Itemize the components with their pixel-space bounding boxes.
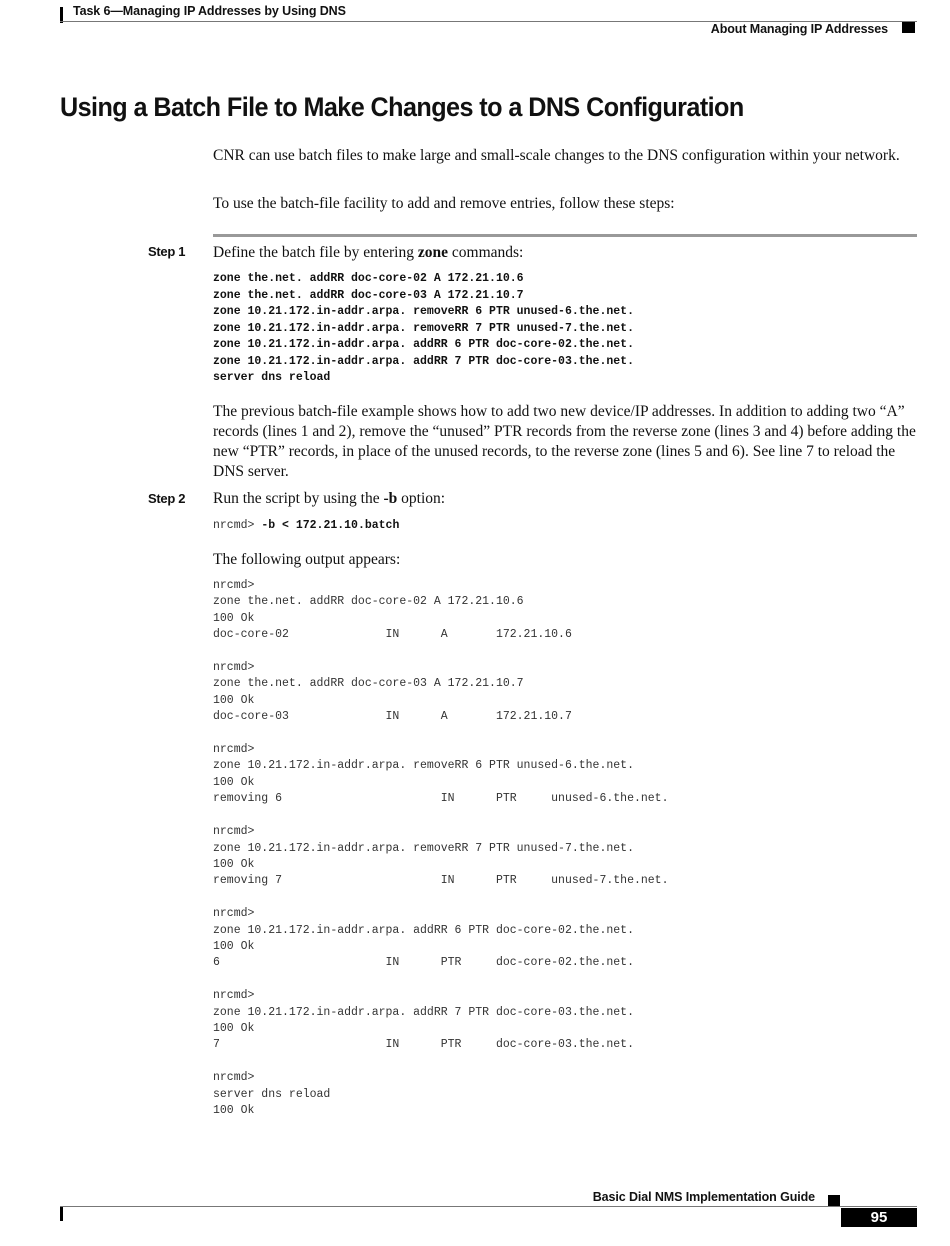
command-text: -b < 172.21.10.batch [261, 519, 400, 532]
intro-paragraph-2: To use the batch-file facility to add and remove entries, follow these steps: [213, 195, 675, 212]
step-2-text: Run the script by using the -b option: [213, 490, 446, 507]
step-1-text: Define the batch file by entering zone commands: [213, 244, 524, 261]
zone-keyword: zone [417, 244, 449, 261]
step-1-explanation: The previous batch-file example shows how to add two new device/IP addresses. In addition to adding two “A” records (lines 1 and 2), remove the “unused” PTR records from the reverse zone (lines 3 and 4) before adding the new “PTR” records, in place of the unused records, to the reverse zone (lines 5 and 6). See line 7 to reload the DNS server. [213, 403, 916, 480]
footer-square-marker [828, 1195, 840, 1206]
intro-paragraph-1: CNR can use batch files to make large and small-scale changes to the DNS configuration within your network. [213, 147, 900, 164]
footer-rule [60, 1206, 917, 1207]
step-2-label: Step 2 [148, 491, 186, 506]
page-number: 95 [841, 1208, 917, 1227]
code-line: zone 10.21.172.in-addr.arpa. addRR 6 PTR doc-core-02.the.net. [213, 338, 634, 351]
header-section: About Managing IP Addresses [710, 22, 888, 36]
header-chapter: Task 6—Managing IP Addresses by Using DNS [73, 4, 346, 18]
code-line: server dns reload [213, 371, 331, 384]
code-line: zone 10.21.172.in-addr.arpa. addRR 7 PTR doc-core-03.the.net. [213, 354, 634, 368]
step-1-label: Step 1 [148, 244, 186, 259]
page-title: Using a Batch File to Make Changes to a DNS Configuration [60, 92, 744, 122]
steps-divider [213, 234, 917, 237]
run-command [213, 518, 399, 535]
code-line: zone the.net. addRR doc-core-03 A 172.21.10.7 [213, 288, 524, 302]
command-prompt: nrcmd> [213, 519, 255, 532]
code-line: zone 10.21.172.in-addr.arpa. removeRR 6 PTR unused-6.the.net. [213, 305, 634, 318]
header-square-marker [902, 22, 915, 33]
code-line: zone the.net. addRR doc-core-02 A 172.21.10.6 [213, 272, 524, 285]
footer-left-bar [60, 1207, 63, 1221]
command-output: nrcmd> zone the.net. addRR doc-core-02 A 172.21.10.6 100 Ok doc-core-02 IN A 172.21.10.6 nrcmd> zone the.net. addRR doc-core-03 A 172.21.10.7 100 Ok doc-core-03 IN A 172.21.10.7 nrcmd> zone 10.21.172.in-addr.arpa. removeRR 6 PTR unused-6.the.net. 100 Ok removing 6 IN PTR unused-6.the.net. nrcmd> zone 10.21.172.in-addr.arpa. removeRR 7 PTR unused-7.the.net. 100 Ok removing 7 IN PTR unused-7.the.net. nrcmd> zone 10.21.172.in-addr.arpa. addRR 6 PTR doc-core-02.the.net. 100 Ok 6 IN PTR doc-core-02.the.net. nrcmd> zone 10.21.172.in-addr.arpa. addRR 7 PTR doc-core-03.the.net. 100 Ok 7 IN PTR doc-core-03.the.net. nrcmd> server dns reload 100 Ok [213, 579, 669, 1117]
batch-file-code [213, 271, 634, 387]
output-intro: The following output appears: [213, 551, 401, 568]
footer-guide-title: Basic Dial NMS Implementation Guide [592, 1190, 815, 1204]
code-line: zone 10.21.172.in-addr.arpa. removeRR 7 PTR unused-7.the.net. [213, 321, 634, 335]
b-option: -b [383, 490, 398, 507]
